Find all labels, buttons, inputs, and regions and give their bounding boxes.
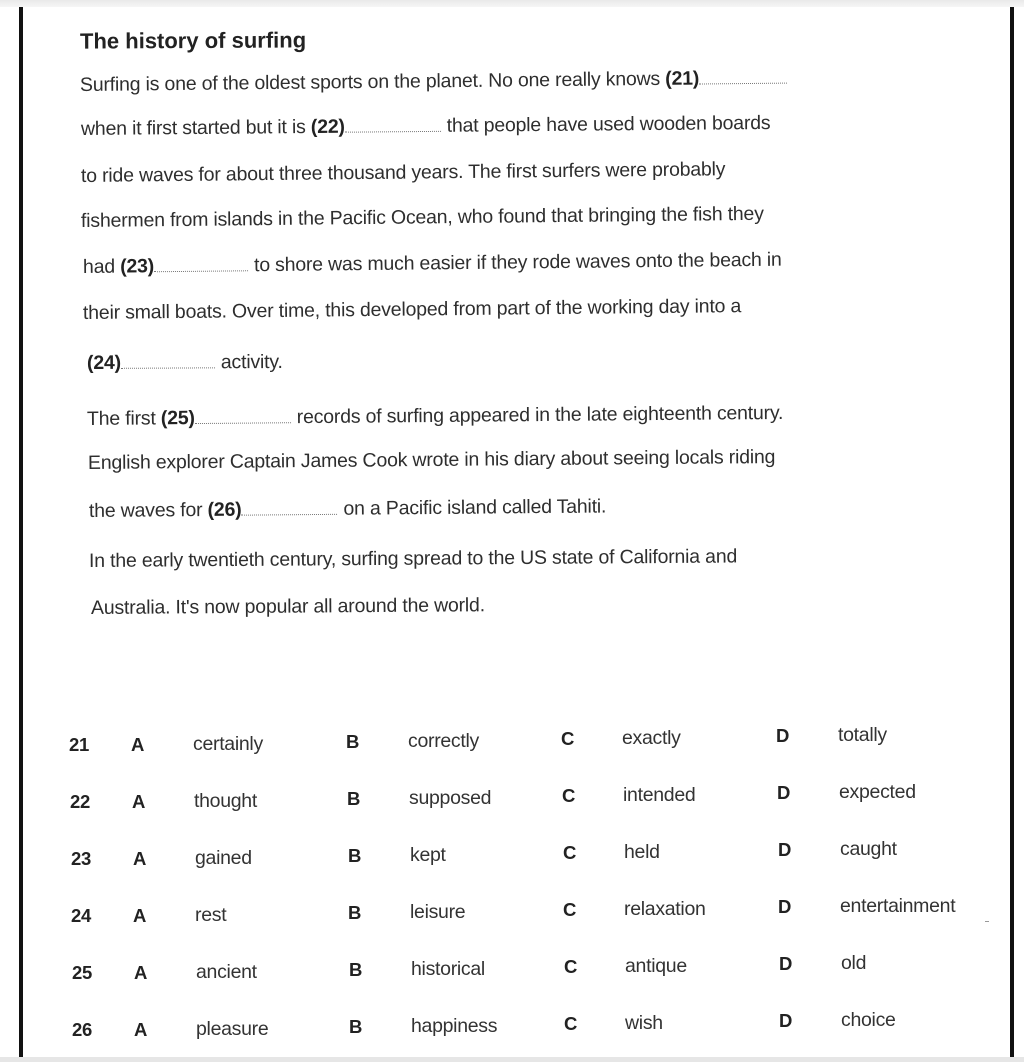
passage-text: on a Pacific island called Tahiti. [343,495,607,520]
option-d-choice[interactable]: choice [841,1009,896,1031]
option-letter-c: C [564,956,578,977]
answer-blank[interactable] [242,513,338,516]
question-number: 24 [71,905,91,926]
option-letter-c: C [563,899,577,920]
passage-line [81,112,771,141]
option-row [0,781,1024,815]
option-c-choice[interactable]: antique [625,955,687,977]
option-b-choice[interactable]: leisure [410,901,466,923]
option-d-choice[interactable]: expected [839,781,916,803]
passage-line [83,249,782,279]
passage-line [87,351,283,375]
option-b-choice[interactable]: kept [410,844,446,866]
option-row [0,1009,1024,1043]
option-row [0,724,1024,758]
bottom-border-band [0,1057,1024,1062]
option-a-choice[interactable]: pleasure [196,1018,269,1040]
passage-text: records of surfing appeared in the late eighteenth century. [296,401,784,429]
option-d-choice[interactable]: old [841,952,867,974]
passage-text: Australia. It's now popular all around the world. [90,594,485,619]
passage-text: In the early twentieth century, surfing spread to the US state of California and [88,545,738,572]
passage-text: to ride waves for about three thousand years. The first surfers were probably [80,158,726,187]
option-row [0,895,1024,929]
passage-text: that people have used wooden boards [446,111,771,137]
option-a-choice[interactable]: ancient [196,961,257,983]
option-a-choice[interactable]: rest [195,904,227,926]
option-letter-a: A [132,791,146,812]
option-letter-d: D [778,839,792,860]
answer-blank[interactable] [699,82,787,85]
passage-line [89,545,737,573]
passage-text: fishermen from islands in the Pacific Ocean, who found that bringing the fish they [80,202,764,232]
option-c-choice[interactable]: relaxation [624,898,706,920]
passage-text: had [82,255,121,278]
passage-text: to shore was much easier if they rode waves onto the beach in [253,248,782,277]
option-letter-b: B [348,845,362,866]
option-letter-b: B [349,1016,363,1037]
option-letter-d: D [778,896,792,917]
passage-line [91,594,485,620]
passage-text: their small boats. Over time, this developed from part of the working day into a [82,295,742,324]
option-row [0,952,1024,986]
passage-line [88,446,775,475]
gap-number: (23) [120,255,155,278]
option-b-choice[interactable]: historical [411,958,485,980]
passage-text: when it first started but it is [80,115,311,140]
option-letter-c: C [562,785,576,806]
answer-blank[interactable] [154,269,248,272]
option-b-choice[interactable]: correctly [408,730,479,752]
option-c-choice[interactable]: wish [625,1012,663,1034]
scan-mark [985,921,989,925]
passage-line [89,495,606,523]
passage-text: English explorer Captain James Cook wrote in his diary about seeing locals riding [87,446,776,474]
option-letter-b: B [347,788,361,809]
gap-number: (25) [160,407,195,430]
passage-text: The first [86,407,161,430]
option-d-choice[interactable]: entertainment [840,895,956,917]
option-letter-d: D [777,782,791,803]
question-number: 23 [71,848,91,869]
option-c-choice[interactable]: held [624,841,660,863]
option-d-choice[interactable]: totally [838,724,887,746]
answer-blank[interactable] [121,366,215,368]
passage-line [87,402,783,431]
option-b-choice[interactable]: happiness [411,1015,498,1037]
passage-text: the waves for [88,498,208,522]
option-row [0,838,1024,872]
passage-line [81,158,726,188]
option-letter-a: A [133,905,147,926]
passage-line [81,203,764,233]
passage-text: Surfing is one of the oldest sports on the planet. No one really knows [79,67,666,96]
option-letter-a: A [133,848,147,869]
answer-blank[interactable] [345,130,441,133]
option-c-choice[interactable]: exactly [622,727,681,749]
option-letter-b: B [346,731,360,752]
answer-blank[interactable] [195,421,291,424]
option-letter-c: C [563,842,577,863]
option-letter-b: B [349,959,363,980]
option-letter-d: D [779,1010,793,1031]
question-number: 22 [70,791,90,812]
option-letter-a: A [131,734,145,755]
option-letter-b: B [348,902,362,923]
option-b-choice[interactable]: supposed [409,787,492,809]
gap-number: (22) [310,115,345,138]
option-letter-d: D [779,953,793,974]
passage-line [83,295,741,325]
option-letter-a: A [134,962,148,983]
option-a-choice[interactable]: certainly [193,733,263,755]
option-a-choice[interactable]: thought [194,790,257,812]
option-c-choice[interactable]: intended [623,784,696,806]
option-letter-c: C [561,728,575,749]
option-letter-c: C [564,1013,578,1034]
gap-number: (21) [665,67,700,90]
passage-text: activity. [220,350,283,374]
gap-number: (26) [207,498,242,521]
question-number: 21 [69,734,89,755]
question-number: 25 [72,962,92,983]
option-a-choice[interactable]: gained [195,847,252,869]
passage-line [80,67,793,97]
top-border-band [0,0,1024,7]
question-number: 26 [72,1019,92,1040]
document-title: The history of surfing [79,27,307,54]
option-d-choice[interactable]: caught [840,838,897,860]
option-letter-d: D [776,725,790,746]
gap-number: (24) [86,351,121,374]
option-letter-a: A [134,1019,148,1040]
